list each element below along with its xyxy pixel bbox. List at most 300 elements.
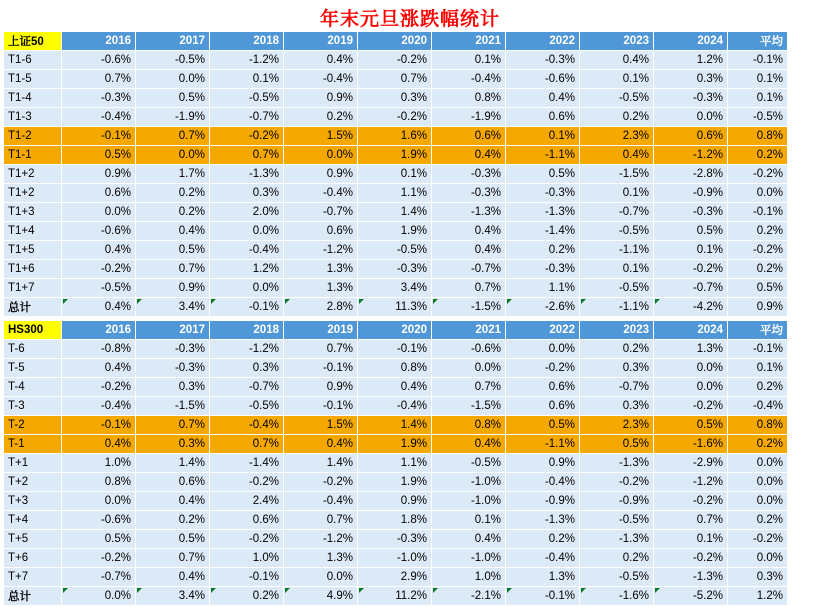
data-cell: 1.3% — [284, 279, 358, 298]
data-cell: -0.2% — [62, 549, 136, 568]
table-hs300 — [3, 320, 788, 606]
data-cell: 0.0% — [654, 378, 728, 397]
data-cell: -0.9% — [506, 492, 580, 511]
data-cell-average: -0.2% — [728, 241, 788, 260]
column-header-2017: 2017 — [136, 321, 210, 340]
data-cell: -0.5% — [62, 279, 136, 298]
data-cell: -0.2% — [284, 473, 358, 492]
data-cell: 0.2% — [506, 530, 580, 549]
table-row — [4, 492, 788, 511]
data-cell: -1.0% — [358, 549, 432, 568]
row-header: T-5 — [4, 359, 62, 378]
table-row — [4, 397, 788, 416]
data-cell: -1.3% — [506, 203, 580, 222]
data-cell: 0.4% — [432, 241, 506, 260]
data-cell: -0.2% — [358, 108, 432, 127]
data-cell: -1.3% — [654, 568, 728, 587]
table-row — [4, 378, 788, 397]
data-cell: 1.4% — [284, 454, 358, 473]
data-cell: -0.3% — [136, 340, 210, 359]
row-header: T1+4 — [4, 222, 62, 241]
data-cell: -0.4% — [62, 397, 136, 416]
data-cell: -0.2% — [62, 378, 136, 397]
data-cell: -0.2% — [210, 530, 284, 549]
data-cell: -0.1% — [210, 568, 284, 587]
data-cell: -2.8% — [654, 165, 728, 184]
row-header: T1+7 — [4, 279, 62, 298]
data-cell: 0.7% — [284, 511, 358, 530]
data-cell: 0.4% — [136, 568, 210, 587]
data-cell: -0.5% — [432, 454, 506, 473]
data-cell: 3.4% — [136, 587, 210, 606]
data-cell: 0.4% — [62, 359, 136, 378]
table-sse50 — [3, 31, 788, 317]
data-cell: -0.6% — [62, 51, 136, 70]
data-cell: 1.1% — [358, 454, 432, 473]
data-cell: 1.3% — [284, 260, 358, 279]
data-cell: 4.9% — [284, 587, 358, 606]
table-row-highlight — [4, 127, 788, 146]
data-cell: -0.7% — [210, 108, 284, 127]
table-row — [4, 260, 788, 279]
data-cell: -1.4% — [210, 454, 284, 473]
data-cell: -0.7% — [580, 378, 654, 397]
table-row — [4, 340, 788, 359]
data-cell: 0.1% — [506, 127, 580, 146]
table-wrapper-sse50 — [3, 31, 788, 317]
data-cell: 1.2% — [210, 260, 284, 279]
table-row — [4, 549, 788, 568]
table-row-highlight — [4, 435, 788, 454]
data-cell: -0.9% — [580, 492, 654, 511]
data-cell: -0.3% — [432, 165, 506, 184]
data-cell: -0.4% — [432, 70, 506, 89]
data-cell: 0.6% — [432, 127, 506, 146]
table-row — [4, 222, 788, 241]
data-cell-average: 0.0% — [728, 184, 788, 203]
row-header: T1+2 — [4, 184, 62, 203]
table-row — [4, 511, 788, 530]
table-header-row — [4, 32, 788, 51]
row-header: T1+6 — [4, 260, 62, 279]
column-header-2021: 2021 — [432, 32, 506, 51]
data-cell: -0.4% — [506, 549, 580, 568]
data-cell-average: -0.1% — [728, 203, 788, 222]
data-cell: 1.0% — [432, 568, 506, 587]
data-cell: -0.2% — [506, 359, 580, 378]
data-cell: 1.9% — [358, 435, 432, 454]
data-cell-average: 1.2% — [728, 587, 788, 606]
data-cell: -1.2% — [210, 340, 284, 359]
data-cell: -0.6% — [62, 222, 136, 241]
data-cell: -0.8% — [62, 340, 136, 359]
data-cell: 0.7% — [136, 127, 210, 146]
data-cell: 0.6% — [284, 222, 358, 241]
data-cell: 0.6% — [506, 378, 580, 397]
data-cell: 0.2% — [136, 203, 210, 222]
data-cell: -1.1% — [506, 435, 580, 454]
data-cell: -0.5% — [580, 511, 654, 530]
data-cell: -1.4% — [506, 222, 580, 241]
data-cell: 0.0% — [654, 108, 728, 127]
corner-header-hs300: HS300 — [4, 321, 62, 340]
data-cell: 0.2% — [136, 511, 210, 530]
row-header: T+6 — [4, 549, 62, 568]
data-cell-average: 0.8% — [728, 416, 788, 435]
row-header: T+2 — [4, 473, 62, 492]
data-cell: -0.7% — [432, 260, 506, 279]
data-cell: 0.2% — [136, 184, 210, 203]
data-cell: 0.1% — [580, 70, 654, 89]
data-cell: 0.0% — [284, 568, 358, 587]
data-cell: 1.0% — [210, 549, 284, 568]
data-cell: -2.1% — [432, 587, 506, 606]
table-row — [4, 203, 788, 222]
data-cell: 2.8% — [284, 298, 358, 317]
table-row — [4, 165, 788, 184]
data-cell-average: -0.5% — [728, 108, 788, 127]
data-cell: -0.1% — [62, 416, 136, 435]
data-cell: -0.3% — [506, 51, 580, 70]
data-cell: -1.1% — [580, 298, 654, 317]
data-cell: 0.1% — [654, 241, 728, 260]
column-header-2016: 2016 — [62, 32, 136, 51]
data-cell: 0.3% — [580, 397, 654, 416]
data-cell-average: 0.0% — [728, 492, 788, 511]
data-cell: -1.5% — [136, 397, 210, 416]
row-header: T1-5 — [4, 70, 62, 89]
data-cell: -0.1% — [210, 298, 284, 317]
data-cell: 1.3% — [284, 549, 358, 568]
data-cell: -0.4% — [284, 184, 358, 203]
data-cell: 0.0% — [62, 203, 136, 222]
data-cell-average: -0.1% — [728, 51, 788, 70]
row-header: T-6 — [4, 340, 62, 359]
data-cell: -2.9% — [654, 454, 728, 473]
data-cell: 0.9% — [62, 165, 136, 184]
data-cell: 0.5% — [506, 165, 580, 184]
data-cell: -1.9% — [432, 108, 506, 127]
data-cell-average: 0.2% — [728, 146, 788, 165]
data-cell: 0.5% — [506, 416, 580, 435]
row-header: T-1 — [4, 435, 62, 454]
data-cell: 0.9% — [284, 378, 358, 397]
column-header-2016: 2016 — [62, 321, 136, 340]
data-cell: 0.5% — [62, 530, 136, 549]
data-cell: -5.2% — [654, 587, 728, 606]
data-cell-average: -0.2% — [728, 530, 788, 549]
data-cell: 1.1% — [506, 279, 580, 298]
data-cell: 0.0% — [62, 587, 136, 606]
data-cell: -0.6% — [506, 70, 580, 89]
column-header-2018: 2018 — [210, 321, 284, 340]
column-header-2024: 2024 — [654, 321, 728, 340]
data-cell: 0.0% — [506, 340, 580, 359]
data-cell: 0.5% — [136, 530, 210, 549]
data-cell: -0.9% — [654, 184, 728, 203]
data-cell: 1.4% — [136, 454, 210, 473]
data-cell-average: 0.2% — [728, 260, 788, 279]
data-cell: 0.4% — [432, 146, 506, 165]
data-cell: -0.4% — [358, 397, 432, 416]
row-header: T1+2 — [4, 165, 62, 184]
data-cell: 0.8% — [432, 416, 506, 435]
data-cell: -1.3% — [580, 454, 654, 473]
data-cell: -0.6% — [432, 340, 506, 359]
data-cell: 0.0% — [210, 279, 284, 298]
data-cell: 0.4% — [62, 435, 136, 454]
data-cell: -0.3% — [136, 359, 210, 378]
data-cell: 0.6% — [136, 473, 210, 492]
data-cell: -0.7% — [62, 568, 136, 587]
data-cell-average: 0.9% — [728, 298, 788, 317]
data-cell: 1.7% — [136, 165, 210, 184]
table-row-highlight — [4, 146, 788, 165]
data-cell: 1.0% — [62, 454, 136, 473]
data-cell: 0.4% — [284, 51, 358, 70]
data-cell: 0.7% — [136, 416, 210, 435]
table-row — [4, 184, 788, 203]
data-cell-average: 0.1% — [728, 70, 788, 89]
data-cell: 0.0% — [432, 359, 506, 378]
column-header-2019: 2019 — [284, 32, 358, 51]
data-cell: -1.0% — [432, 492, 506, 511]
data-cell: -0.3% — [432, 184, 506, 203]
row-header: T-3 — [4, 397, 62, 416]
column-header-2022: 2022 — [506, 321, 580, 340]
data-cell: -0.5% — [136, 51, 210, 70]
column-header-2019: 2019 — [284, 321, 358, 340]
data-cell: -0.4% — [210, 241, 284, 260]
row-header: T-2 — [4, 416, 62, 435]
data-cell: 0.0% — [62, 492, 136, 511]
data-cell: 0.4% — [136, 492, 210, 511]
row-header-total: 总计 — [4, 298, 62, 317]
data-cell: 0.7% — [210, 146, 284, 165]
data-cell: 1.3% — [506, 568, 580, 587]
data-cell: 0.9% — [136, 279, 210, 298]
data-cell: -1.6% — [654, 435, 728, 454]
data-cell: 0.4% — [506, 89, 580, 108]
column-header-2020: 2020 — [358, 32, 432, 51]
data-cell: -0.6% — [62, 511, 136, 530]
data-cell: 1.8% — [358, 511, 432, 530]
data-cell: 0.6% — [654, 127, 728, 146]
data-cell: -2.6% — [506, 298, 580, 317]
table-row — [4, 279, 788, 298]
data-cell: 0.3% — [358, 89, 432, 108]
data-cell: -1.3% — [210, 165, 284, 184]
data-cell: 0.2% — [580, 108, 654, 127]
data-cell: -0.2% — [358, 51, 432, 70]
row-header: T1-6 — [4, 51, 62, 70]
data-cell: 0.3% — [136, 435, 210, 454]
table-row-total — [4, 298, 788, 317]
data-cell: 2.0% — [210, 203, 284, 222]
data-cell: -0.3% — [654, 89, 728, 108]
data-cell: 0.5% — [654, 416, 728, 435]
data-cell: -1.5% — [580, 165, 654, 184]
data-cell: -0.5% — [580, 568, 654, 587]
data-cell: 1.6% — [358, 127, 432, 146]
data-cell: 0.6% — [62, 184, 136, 203]
data-cell: 1.5% — [284, 416, 358, 435]
data-cell: 1.5% — [284, 127, 358, 146]
data-cell-average: 0.2% — [728, 511, 788, 530]
data-cell: 0.4% — [136, 222, 210, 241]
data-cell: 0.2% — [580, 340, 654, 359]
column-header-average: 平均 — [728, 321, 788, 340]
data-cell: -0.2% — [210, 127, 284, 146]
table-body-hs300 — [4, 340, 788, 606]
data-cell: -0.2% — [654, 549, 728, 568]
data-cell: -1.9% — [136, 108, 210, 127]
data-cell: -0.1% — [62, 127, 136, 146]
data-cell: 0.7% — [654, 511, 728, 530]
data-cell-average: -0.1% — [728, 340, 788, 359]
data-cell: -1.2% — [284, 241, 358, 260]
data-cell: -1.5% — [432, 298, 506, 317]
row-header: T+3 — [4, 492, 62, 511]
data-cell: 0.7% — [432, 378, 506, 397]
data-cell-average: 0.8% — [728, 127, 788, 146]
data-cell-average: -0.2% — [728, 165, 788, 184]
data-cell: 0.1% — [432, 511, 506, 530]
table-row — [4, 70, 788, 89]
data-cell: 2.3% — [580, 416, 654, 435]
data-cell: -0.3% — [62, 89, 136, 108]
column-header-2017: 2017 — [136, 32, 210, 51]
row-header: T+4 — [4, 511, 62, 530]
data-cell: -0.5% — [580, 89, 654, 108]
data-cell: 1.9% — [358, 146, 432, 165]
data-cell-average: 0.2% — [728, 435, 788, 454]
table-row — [4, 51, 788, 70]
data-cell: -0.5% — [210, 89, 284, 108]
data-cell: 3.4% — [136, 298, 210, 317]
data-cell-average: 0.0% — [728, 454, 788, 473]
data-cell: 0.4% — [432, 435, 506, 454]
data-cell-average: 0.3% — [728, 568, 788, 587]
data-cell-average: 0.1% — [728, 359, 788, 378]
data-cell: 0.4% — [284, 435, 358, 454]
data-cell-average: 0.2% — [728, 378, 788, 397]
data-cell: 0.7% — [62, 70, 136, 89]
data-cell: -0.7% — [654, 279, 728, 298]
data-cell: 0.0% — [284, 146, 358, 165]
data-cell: -0.3% — [358, 530, 432, 549]
table-row — [4, 473, 788, 492]
data-cell: 3.4% — [358, 279, 432, 298]
column-header-2018: 2018 — [210, 32, 284, 51]
data-cell: -1.6% — [580, 587, 654, 606]
data-cell: -1.2% — [284, 530, 358, 549]
data-cell: 2.9% — [358, 568, 432, 587]
data-cell: 0.3% — [136, 378, 210, 397]
data-cell: -1.3% — [506, 511, 580, 530]
data-cell: 0.7% — [432, 279, 506, 298]
data-cell: 0.1% — [210, 70, 284, 89]
data-cell-average: 0.1% — [728, 89, 788, 108]
column-header-2023: 2023 — [580, 32, 654, 51]
data-cell: 0.0% — [136, 70, 210, 89]
data-cell: -0.1% — [284, 359, 358, 378]
row-header: T+7 — [4, 568, 62, 587]
row-header: T+1 — [4, 454, 62, 473]
data-cell: -0.4% — [62, 108, 136, 127]
data-cell: -0.7% — [284, 203, 358, 222]
data-cell: -0.7% — [210, 378, 284, 397]
data-cell: 0.2% — [580, 549, 654, 568]
column-header-2023: 2023 — [580, 321, 654, 340]
data-cell: -1.0% — [432, 473, 506, 492]
row-header: T+5 — [4, 530, 62, 549]
data-cell: -1.5% — [432, 397, 506, 416]
table-row-total — [4, 587, 788, 606]
table-body-sse50 — [4, 51, 788, 317]
data-cell: 0.2% — [210, 587, 284, 606]
corner-header-sse50: 上证50 — [4, 32, 62, 51]
data-cell: 0.9% — [284, 165, 358, 184]
data-cell: -1.2% — [654, 473, 728, 492]
data-cell: 0.7% — [358, 70, 432, 89]
page-title: 年末元旦涨跌幅统计 — [319, 9, 500, 30]
data-cell: 0.3% — [580, 359, 654, 378]
data-cell: -0.3% — [654, 203, 728, 222]
data-cell-average: -0.4% — [728, 397, 788, 416]
data-cell: 1.2% — [654, 51, 728, 70]
data-cell: 0.4% — [432, 222, 506, 241]
column-header-2020: 2020 — [358, 321, 432, 340]
table-row — [4, 454, 788, 473]
row-header: T1+3 — [4, 203, 62, 222]
data-cell: -0.5% — [580, 222, 654, 241]
data-cell: 0.2% — [506, 241, 580, 260]
data-cell: -1.2% — [654, 146, 728, 165]
data-cell: -1.3% — [432, 203, 506, 222]
data-cell: 0.6% — [210, 511, 284, 530]
data-cell: 0.4% — [432, 530, 506, 549]
data-cell: 0.9% — [284, 89, 358, 108]
data-cell: 1.3% — [654, 340, 728, 359]
table-row — [4, 108, 788, 127]
data-cell: 0.3% — [210, 184, 284, 203]
data-cell: 1.9% — [358, 473, 432, 492]
data-cell: -0.1% — [284, 397, 358, 416]
data-cell: 1.4% — [358, 416, 432, 435]
data-cell: -0.4% — [210, 416, 284, 435]
data-cell: -0.5% — [580, 279, 654, 298]
data-cell: 0.5% — [62, 146, 136, 165]
data-cell: -0.2% — [210, 473, 284, 492]
data-cell: -0.4% — [284, 70, 358, 89]
data-cell: 2.4% — [210, 492, 284, 511]
data-cell: 11.3% — [358, 298, 432, 317]
data-cell: -0.5% — [358, 241, 432, 260]
data-cell: 1.1% — [358, 184, 432, 203]
data-cell: 0.6% — [506, 397, 580, 416]
data-cell: 0.1% — [358, 165, 432, 184]
data-cell: 0.5% — [136, 241, 210, 260]
table-row — [4, 359, 788, 378]
row-header: T1+5 — [4, 241, 62, 260]
data-cell: 0.4% — [358, 378, 432, 397]
data-cell: -0.3% — [358, 260, 432, 279]
data-cell: 0.7% — [210, 435, 284, 454]
data-cell: -0.4% — [284, 492, 358, 511]
data-cell: -1.0% — [432, 549, 506, 568]
data-cell: -0.5% — [210, 397, 284, 416]
